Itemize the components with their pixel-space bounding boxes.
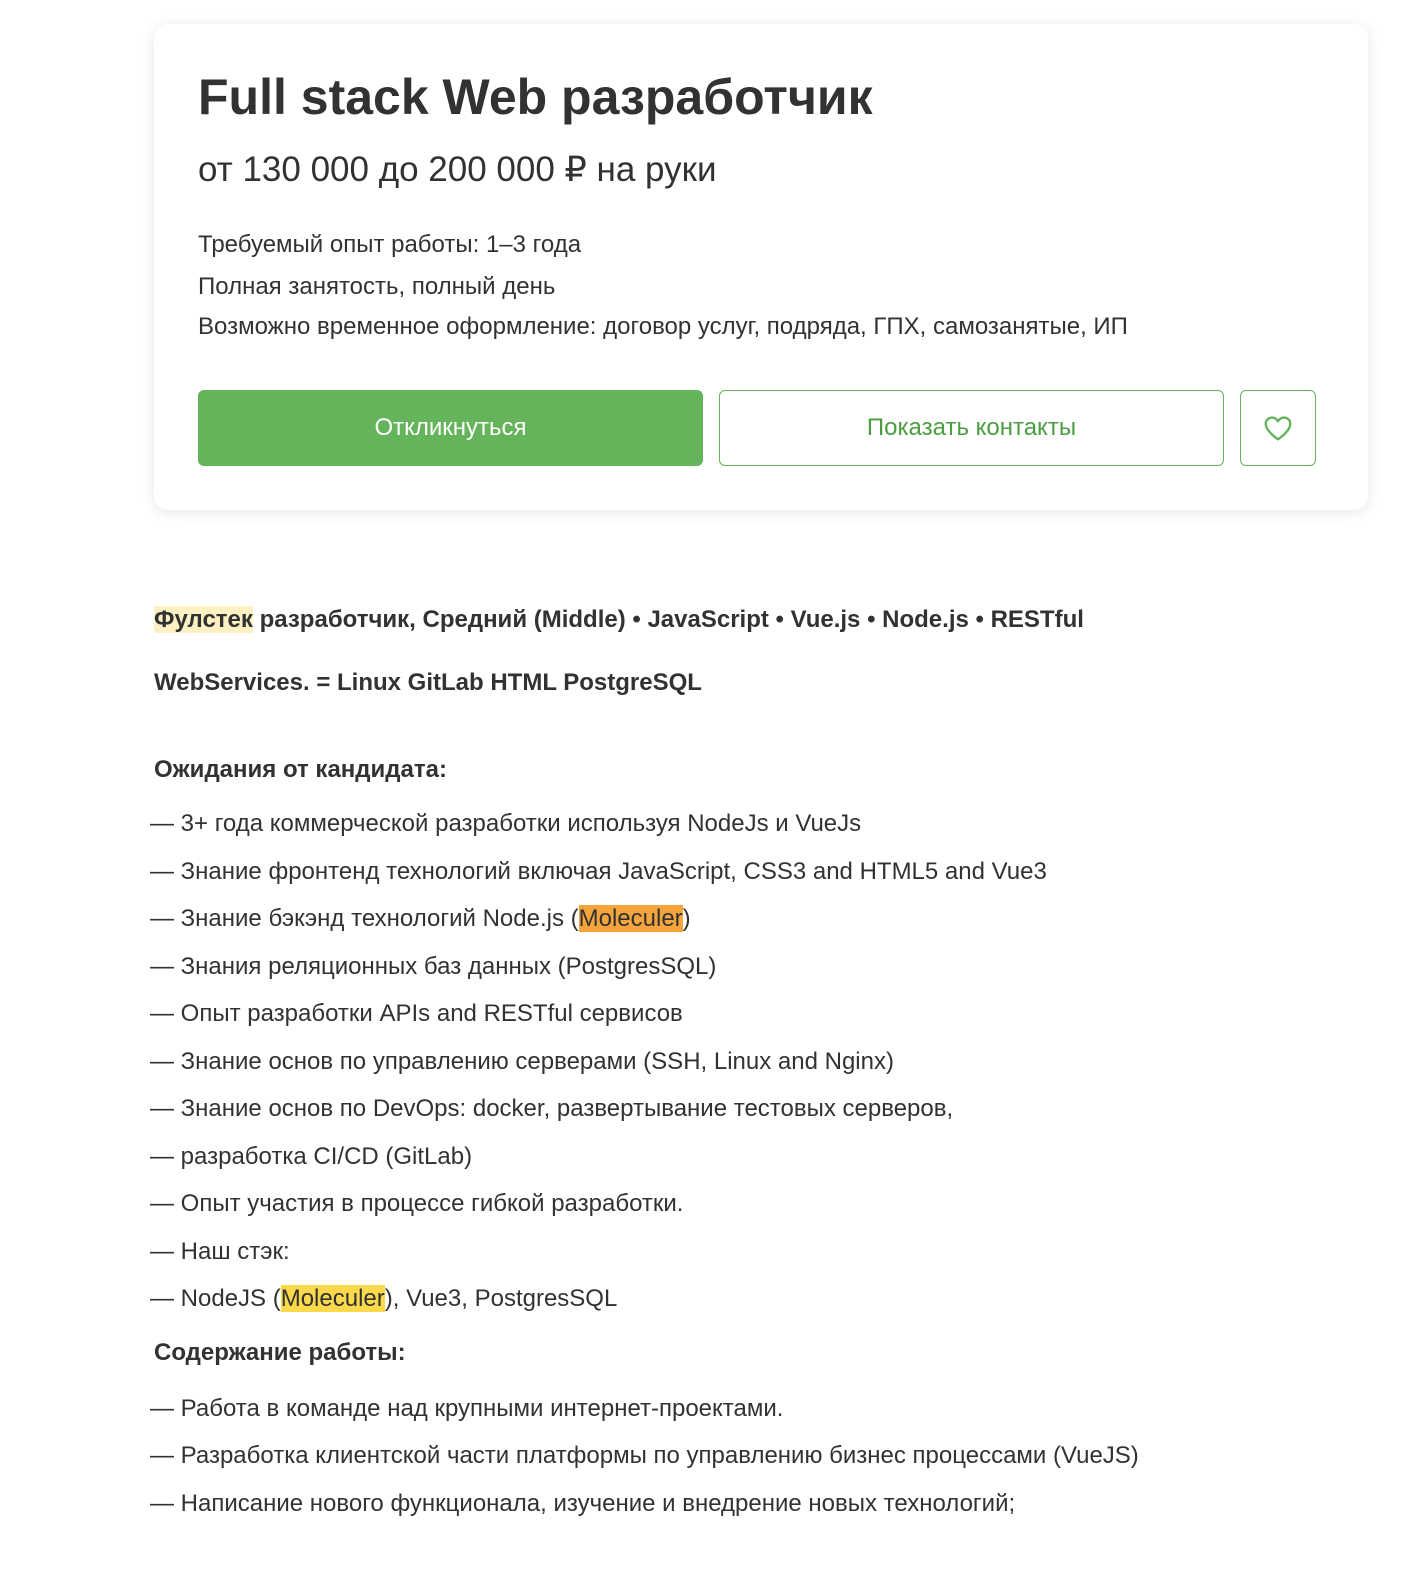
search-highlight: Moleculer: [578, 905, 683, 932]
list-item: — Знания реляционных баз данных (PostgresSQL): [150, 952, 717, 980]
show-contacts-button[interactable]: [719, 390, 1224, 466]
apply-button[interactable]: [198, 390, 703, 466]
list-item: — Знание основ по DevOps: docker, развертывание тестовых серверов,: [150, 1095, 954, 1122]
list-item: — Наш стэк:: [150, 1237, 290, 1265]
list-item: — Опыт разработки APIs and RESTful сервисов: [150, 1000, 683, 1027]
list-item: — 3+ года коммерческой разработки используя NodeJs и VueJs: [150, 810, 862, 837]
list-item: — Опыт участия в процессе гибкой разработки.: [150, 1190, 684, 1217]
list-item: — Знание основ по управлению серверами (SSH, Linux and Nginx): [150, 1047, 894, 1075]
description-lead-line-2: WebServices. = Linux GitLab HTML PostgreSQL: [154, 669, 702, 696]
list-item: [150, 895, 1350, 943]
favorite-button[interactable]: [1240, 390, 1316, 466]
show-contacts-button-label: Показать контакты: [866, 414, 1077, 441]
list-item-text: ), Vue3, PostgresSQL: [384, 1285, 618, 1312]
description-lead-line-1: [154, 588, 1354, 651]
vacancy-experience: Требуемый опыт работы: 1–3 года: [198, 231, 582, 258]
expectations-heading: Ожидания от кандидата:: [154, 756, 447, 783]
list-item-text: — NodeJS (: [150, 1285, 281, 1312]
heart-icon: [1262, 412, 1294, 444]
search-highlight: Moleculer: [280, 1285, 385, 1312]
search-highlight: Фулстек: [154, 606, 253, 633]
vacancy-contract-types: Возможно временное оформление: договор услуг, подряда, ГПХ, самозанятые, ИП: [198, 313, 1128, 340]
vacancy-header-card: [154, 24, 1368, 510]
list-item: [150, 1275, 1350, 1323]
list-item: — Разработка клиентской части платформы по управлению бизнес процессами (VueJS): [150, 1442, 1139, 1469]
list-item: — Знание фронтенд технологий включая JavaScript, CSS3 and HTML5 and Vue3: [150, 857, 1047, 885]
vacancy-title: Full stack Web разработчик: [198, 69, 873, 125]
list-item: — Работа в команде над крупными интернет-проектами.: [150, 1394, 784, 1422]
apply-button-label: Откликнуться: [374, 414, 527, 441]
lead-text: разработчик, Средний (Middle) • JavaScript • Vue.js • Node.js • RESTful: [252, 606, 1084, 633]
list-item: — Написание нового функционала, изучение и внедрение новых технологий;: [150, 1489, 1016, 1517]
list-item-text: — Знание бэкэнд технологий Node.js (: [150, 905, 579, 932]
vacancy-salary: от 130 000 до 200 000 ₽ на руки: [198, 150, 717, 189]
vacancy-employment: Полная занятость, полный день: [198, 273, 556, 300]
list-item-text: ): [682, 905, 691, 932]
list-item: — разработка CI/CD (GitLab): [150, 1142, 473, 1170]
vacancy-description: [150, 588, 1354, 1527]
duties-heading: Содержание работы:: [154, 1338, 406, 1366]
